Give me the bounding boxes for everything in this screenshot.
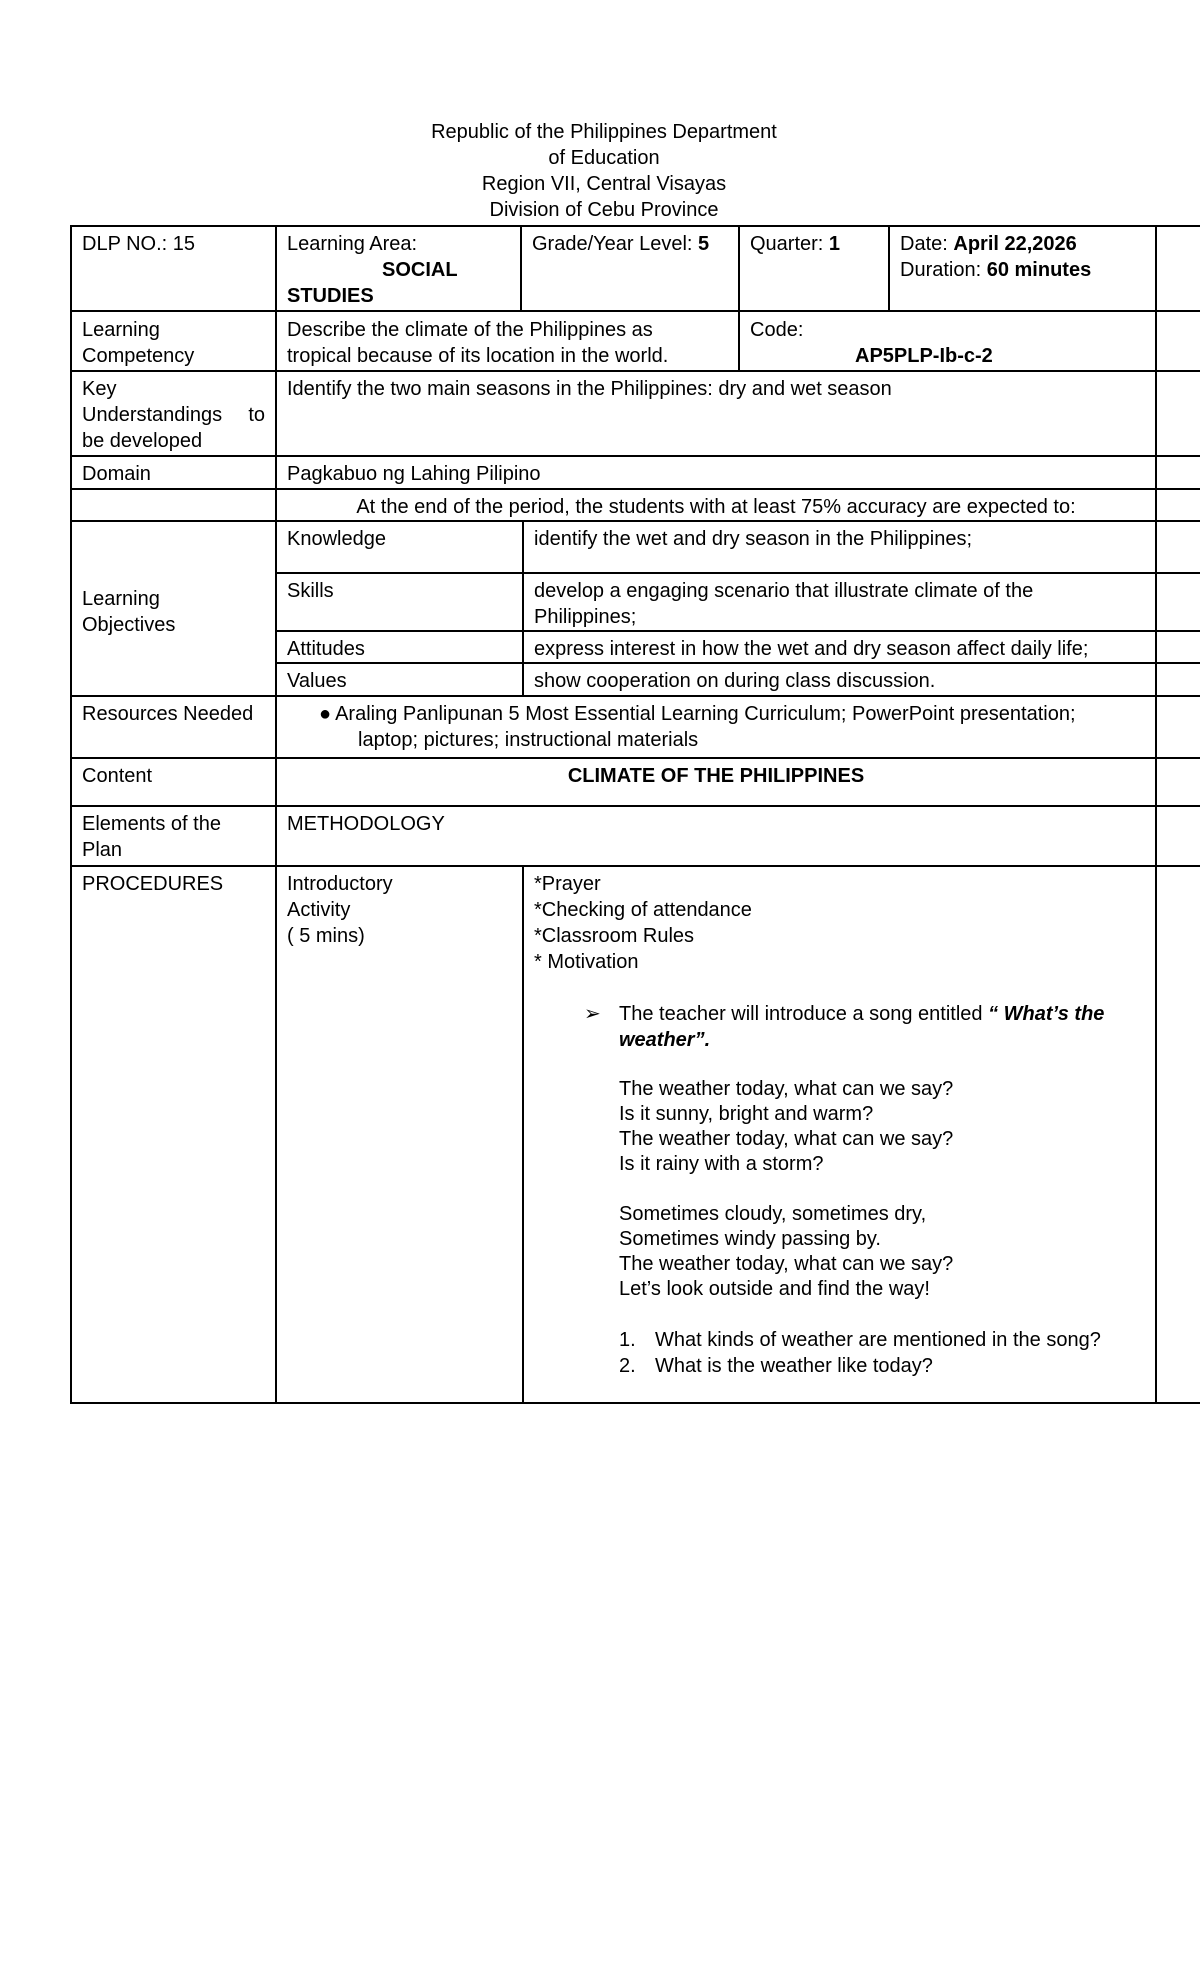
code-cell	[740, 314, 1155, 372]
content-title: CLIMATE OF THE PHILIPPINES	[567, 765, 865, 787]
key-understandings-text: Identify the two main seasons in the Philippines: dry and wet season	[287, 378, 892, 400]
song-line: The weather today, what can we say?	[619, 1253, 954, 1275]
row-divider	[70, 757, 1200, 759]
domain-text-cell	[277, 458, 1155, 490]
activity-label-1: Introductory	[287, 873, 393, 895]
resources-text-cell	[277, 698, 1155, 756]
methodology-label: METHODOLOGY	[287, 813, 445, 835]
song-line: The weather today, what can we say?	[619, 1128, 954, 1150]
knowledge-text: identify the wet and dry season in the Philippines;	[534, 528, 973, 550]
objectives-label-1: Learning	[82, 588, 160, 610]
question-text: What is the weather like today?	[655, 1355, 933, 1377]
objectives-intro: At the end of the period, the students with at least 75% accuracy are expected to:	[356, 496, 1076, 518]
activity-duration: ( 5 mins)	[287, 925, 365, 947]
skills-text-1: develop a engaging scenario that illustrate climate of the	[534, 580, 1034, 602]
table-border-bottom	[70, 1402, 1200, 1404]
values-text: show cooperation on during class discussion.	[534, 670, 936, 692]
row-divider	[70, 310, 1200, 312]
key-understandings-label-cell	[72, 373, 275, 457]
skills-label-cell	[277, 575, 522, 607]
activity-cell	[277, 868, 522, 952]
key-label-2b: to	[248, 404, 265, 426]
skills-text-cell	[524, 575, 1155, 633]
domain-label: Domain	[82, 463, 151, 485]
procedure-item: * Motivation	[534, 951, 639, 973]
key-label-1: Key	[82, 378, 117, 400]
arrow-bullet-icon: ➢	[584, 1003, 601, 1025]
dlp-number-cell	[72, 228, 275, 260]
song-stanza-1	[619, 1077, 1145, 1177]
quarter-cell	[740, 228, 888, 260]
learning-area-value-2: STUDIES	[287, 285, 374, 307]
list-item	[619, 1327, 1145, 1353]
procedures-label-cell	[72, 868, 275, 900]
procedure-item: *Classroom Rules	[534, 925, 695, 947]
attitudes-text: express interest in how the wet and dry season affect daily life;	[534, 638, 1089, 660]
dlp-value: 15	[172, 233, 196, 255]
grade-value: 5	[698, 233, 710, 255]
objectives-intro-cell	[277, 491, 1155, 523]
row-divider	[275, 572, 1200, 574]
competency-text-1: Describe the climate of the Philippines as	[287, 319, 653, 341]
bullet-icon: ●	[319, 703, 332, 725]
resources-text-1: Araling Panlipunan 5 Most Essential Learning Curriculum; PowerPoint presentation;	[335, 703, 1076, 725]
attitudes-label-cell	[277, 633, 522, 665]
values-label-cell	[277, 665, 522, 697]
competency-text-2: tropical because of its location in the world.	[287, 345, 669, 367]
domain-label-cell	[72, 458, 275, 490]
header-line-4: Division of Cebu Province	[489, 199, 719, 221]
procedure-item: *Checking of attendance	[534, 899, 752, 921]
values-label: Values	[287, 670, 347, 692]
song-stanza-2	[619, 1202, 1145, 1302]
attitudes-label: Attitudes	[287, 638, 365, 660]
procedures-label: PROCEDURES	[82, 873, 224, 895]
song-line: The weather today, what can we say?	[619, 1078, 954, 1100]
competency-label-cell	[72, 314, 275, 372]
skills-text-2: Philippines;	[534, 606, 637, 628]
content-label-cell	[72, 760, 275, 792]
question-number: 1.	[619, 1329, 636, 1351]
date-value: April 22,2026	[953, 233, 1077, 255]
song-title-part-1: “ What’s the	[988, 1003, 1105, 1025]
song-line: Sometimes windy passing by.	[619, 1228, 881, 1250]
knowledge-label: Knowledge	[287, 528, 386, 550]
column-divider	[1155, 225, 1157, 1403]
competency-label-2: Competency	[82, 345, 195, 367]
header-line-1: Republic of the Philippines Department	[431, 121, 777, 143]
learning-objectives-label-cell	[72, 583, 275, 641]
values-text-cell	[524, 665, 1155, 697]
code-label: Code:	[750, 319, 804, 341]
competency-label-1: Learning	[82, 319, 160, 341]
elements-label-cell	[72, 808, 275, 866]
resources-label-cell	[72, 698, 275, 730]
resources-label: Resources Needed	[82, 703, 254, 725]
question-text: What kinds of weather are mentioned in the song?	[655, 1329, 1101, 1351]
elements-label-2: Plan	[82, 839, 123, 861]
quarter-value: 1	[828, 233, 841, 255]
key-label-3: be developed	[82, 430, 203, 452]
resources-text-2: laptop; pictures; instructional materials	[358, 729, 699, 751]
content-text-cell	[277, 760, 1155, 792]
question-list	[619, 1327, 1145, 1379]
domain-text: Pagkabuo ng Lahing Pilipino	[287, 463, 541, 485]
attitudes-text-cell	[524, 633, 1155, 665]
knowledge-text-cell	[524, 523, 1155, 555]
question-number: 2.	[619, 1355, 636, 1377]
date-duration-cell	[890, 228, 1155, 286]
activity-label-2: Activity	[287, 899, 351, 921]
key-label-2: Understandings	[82, 404, 223, 426]
learning-area-label: Learning Area:	[287, 233, 418, 255]
quarter-label: Quarter:	[750, 233, 824, 255]
song-title-part-2: weather”.	[619, 1029, 711, 1051]
elements-label-1: Elements of the	[82, 813, 221, 835]
document-header	[380, 119, 828, 223]
objectives-label-2: Objectives	[82, 614, 176, 636]
song-line: Sometimes cloudy, sometimes dry,	[619, 1203, 927, 1225]
knowledge-label-cell	[277, 523, 522, 555]
date-label: Date:	[900, 233, 948, 255]
content-label: Content	[82, 765, 153, 787]
song-intro-text: The teacher will introduce a song entitled	[619, 1003, 989, 1025]
competency-text-cell	[277, 314, 738, 372]
motivation-block	[534, 1001, 1145, 1379]
grade-label: Grade/Year Level:	[532, 233, 693, 255]
dlp-label: DLP NO.:	[82, 233, 168, 255]
row-divider	[70, 805, 1200, 807]
header-line-3: Region VII, Central Visayas	[481, 173, 727, 195]
grade-level-cell	[522, 228, 738, 260]
elements-text-cell	[277, 808, 1155, 840]
song-line: Is it sunny, bright and warm?	[619, 1103, 874, 1125]
code-value: AP5PLP-Ib-c-2	[855, 345, 993, 367]
learning-area-cell	[277, 228, 520, 312]
header-line-2: of Education	[548, 147, 660, 169]
song-line: Let’s look outside and find the way!	[619, 1278, 930, 1300]
procedure-steps-cell	[524, 868, 1155, 1382]
skills-label: Skills	[287, 580, 334, 602]
table-border-top	[70, 225, 1200, 227]
procedure-item: *Prayer	[534, 873, 601, 895]
key-understandings-text-cell	[277, 373, 1155, 405]
duration-value: 60 minutes	[986, 259, 1092, 281]
duration-label: Duration:	[900, 259, 982, 281]
song-line: Is it rainy with a storm?	[619, 1153, 824, 1175]
list-item	[619, 1353, 1145, 1379]
learning-area-value-1: SOCIAL	[382, 259, 458, 281]
